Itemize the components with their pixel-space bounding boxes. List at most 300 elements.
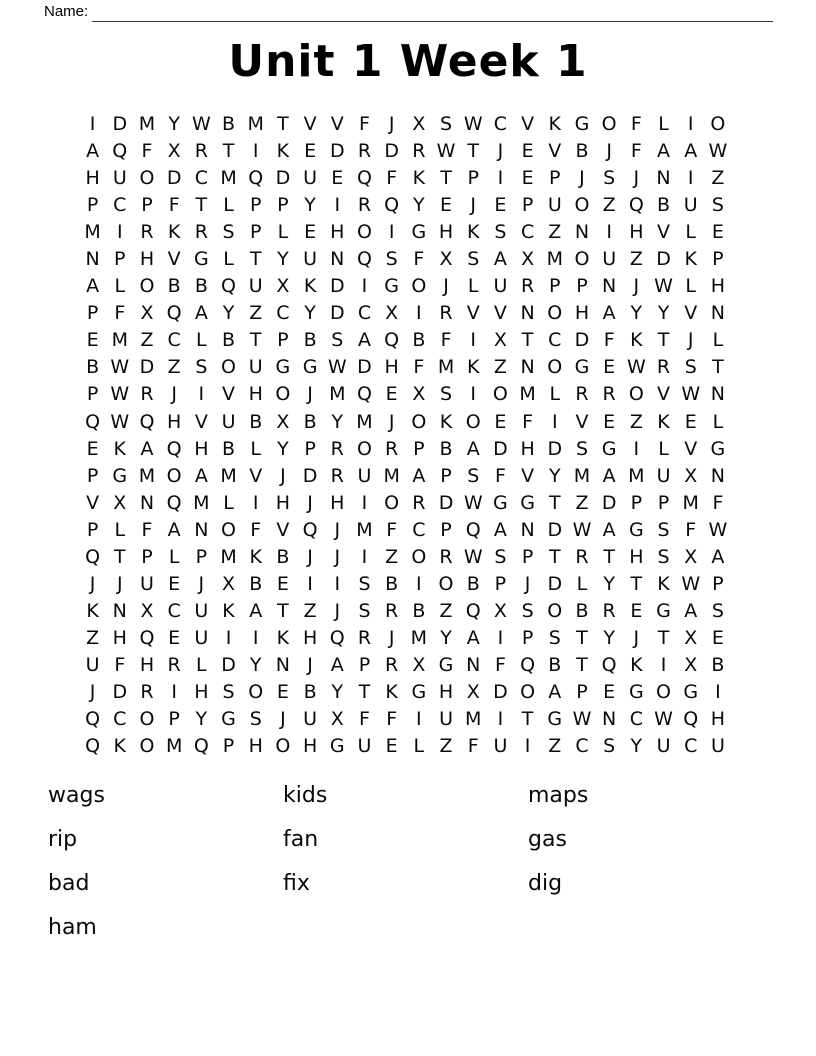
grid-cell-r5c5: R bbox=[194, 221, 208, 244]
grid-cell-r18c11: S bbox=[358, 572, 371, 595]
grid-cell-r6c13: F bbox=[413, 248, 425, 271]
grid-cell-r3c4: D bbox=[166, 167, 182, 190]
grid-cell-r20c5: U bbox=[194, 626, 209, 649]
grid-cell-r20c19: T bbox=[576, 626, 588, 649]
grid-cell-r11c10: M bbox=[329, 383, 346, 406]
grid-cell-r24c3: O bbox=[139, 735, 155, 758]
grid-cell-r24c8: O bbox=[275, 735, 291, 758]
grid-cell-r20c4: E bbox=[168, 626, 181, 649]
grid-cell-r19c24: S bbox=[711, 599, 724, 622]
grid-cell-r9c6: B bbox=[222, 329, 236, 352]
grid-cell-r1c1: I bbox=[89, 113, 96, 136]
grid-cell-r13c2: K bbox=[113, 437, 127, 460]
grid-cell-r15c22: P bbox=[657, 491, 670, 514]
grid-cell-r18c6: X bbox=[222, 572, 236, 595]
grid-cell-r8c7: Z bbox=[249, 302, 263, 325]
grid-cell-r16c23: F bbox=[685, 518, 697, 541]
grid-cell-r15c18: T bbox=[548, 491, 561, 514]
grid-cell-r14c6: M bbox=[220, 464, 237, 487]
grid-cell-r16c11: M bbox=[356, 518, 373, 541]
grid-cell-r3c5: C bbox=[194, 167, 208, 190]
grid-cell-r23c18: G bbox=[547, 708, 563, 731]
grid-cell-r13c7: L bbox=[250, 437, 262, 460]
grid-cell-r1c20: O bbox=[601, 113, 617, 136]
grid-cell-r8c14: R bbox=[439, 302, 453, 325]
grid-cell-r14c17: V bbox=[521, 464, 535, 487]
grid-cell-r4c11: R bbox=[357, 194, 372, 217]
grid-cell-r2c24: W bbox=[708, 140, 728, 163]
grid-cell-r21c5: L bbox=[196, 653, 207, 676]
word-item-dig: dig bbox=[528, 871, 563, 896]
grid-cell-r24c9: H bbox=[302, 735, 318, 758]
grid-cell-r18c10: I bbox=[334, 572, 341, 595]
grid-cell-r23c17: T bbox=[521, 708, 534, 731]
grid-cell-r17c18: T bbox=[548, 545, 561, 568]
grid-cell-r9c13: B bbox=[412, 329, 426, 352]
grid-cell-r14c5: A bbox=[194, 464, 208, 487]
grid-cell-r23c12: F bbox=[386, 708, 398, 731]
word-list bbox=[48, 774, 728, 950]
grid-cell-r11c22: V bbox=[657, 383, 671, 406]
grid-cell-r11c15: I bbox=[470, 383, 477, 406]
grid-cell-r6c18: M bbox=[546, 248, 563, 271]
grid-cell-r9c20: F bbox=[603, 329, 615, 352]
grid-cell-r1c24: O bbox=[710, 113, 726, 136]
grid-cell-r14c11: U bbox=[357, 464, 372, 487]
grid-cell-r20c6: I bbox=[225, 626, 232, 649]
grid-cell-r2c14: W bbox=[436, 140, 456, 163]
grid-cell-r15c2: X bbox=[113, 491, 127, 514]
grid-cell-r14c23: X bbox=[684, 464, 698, 487]
grid-cell-r2c1: A bbox=[86, 140, 100, 163]
grid-cell-r8c20: A bbox=[602, 302, 616, 325]
grid-cell-r10c6: O bbox=[221, 356, 237, 379]
grid-cell-r4c10: I bbox=[334, 194, 341, 217]
grid-cell-r17c4: L bbox=[168, 545, 180, 568]
grid-cell-r22c17: O bbox=[520, 681, 536, 703]
grid-cell-r8c8: C bbox=[276, 302, 290, 325]
grid-cell-r23c16: I bbox=[497, 708, 504, 731]
grid-cell-r7c3: O bbox=[139, 275, 155, 298]
grid-cell-r12c24: L bbox=[712, 410, 724, 433]
grid-cell-r13c19: S bbox=[575, 437, 588, 460]
grid-cell-r20c11: R bbox=[357, 626, 372, 649]
grid-cell-r19c8: T bbox=[277, 599, 289, 622]
grid-cell-r8c5: A bbox=[194, 302, 208, 325]
grid-cell-r24c20: S bbox=[603, 735, 616, 758]
grid-cell-r17c24: A bbox=[711, 545, 725, 568]
grid-cell-r4c5: T bbox=[195, 194, 208, 217]
grid-cell-r22c3: R bbox=[140, 681, 154, 703]
grid-cell-r18c24: P bbox=[712, 572, 724, 595]
grid-cell-r23c11: F bbox=[359, 708, 370, 731]
grid-cell-r3c14: T bbox=[440, 167, 452, 190]
grid-cell-r11c13: X bbox=[412, 383, 426, 406]
grid-cell-r4c18: U bbox=[547, 194, 562, 217]
grid-cell-r15c14: D bbox=[438, 491, 454, 514]
grid-cell-r5c17: C bbox=[520, 221, 535, 244]
grid-cell-r7c15: L bbox=[467, 275, 479, 298]
grid-cell-r2c19: B bbox=[575, 140, 589, 163]
grid-cell-r6c2: P bbox=[114, 248, 126, 271]
grid-cell-r19c3: X bbox=[140, 599, 154, 622]
grid-cell-r22c24: I bbox=[715, 681, 721, 703]
grid-cell-r17c22: S bbox=[657, 545, 670, 568]
grid-cell-r9c14: F bbox=[440, 329, 452, 352]
grid-cell-r10c7: U bbox=[248, 356, 263, 379]
grid-cell-r21c4: R bbox=[167, 653, 181, 676]
grid-cell-r4c4: F bbox=[168, 194, 180, 217]
grid-cell-r9c18: C bbox=[548, 329, 562, 352]
grid-cell-r18c5: J bbox=[198, 572, 205, 595]
grid-cell-r15c4: Q bbox=[166, 491, 182, 514]
grid-cell-r2c23: A bbox=[684, 140, 698, 163]
grid-cell-r4c1: P bbox=[86, 194, 99, 217]
grid-cell-r9c7: T bbox=[249, 329, 262, 352]
grid-cell-r18c14: O bbox=[438, 572, 454, 595]
grid-cell-r7c9: K bbox=[303, 275, 317, 298]
grid-cell-r5c15: K bbox=[466, 221, 480, 244]
grid-cell-r5c10: H bbox=[330, 221, 345, 244]
grid-cell-r21c2: F bbox=[114, 653, 126, 676]
grid-cell-r17c12: Z bbox=[385, 545, 399, 568]
grid-cell-r23c9: U bbox=[303, 708, 318, 731]
grid-cell-r22c11: T bbox=[358, 681, 371, 703]
grid-cell-r14c24: N bbox=[710, 464, 726, 487]
grid-cell-r2c9: E bbox=[304, 140, 317, 163]
grid-cell-r15c16: G bbox=[493, 491, 508, 514]
grid-cell-r19c15: Q bbox=[465, 599, 481, 622]
grid-cell-r20c9: H bbox=[302, 626, 318, 649]
grid-cell-r3c12: F bbox=[386, 167, 398, 190]
grid-cell-r10c20: E bbox=[603, 356, 616, 379]
grid-cell-r6c16: A bbox=[493, 248, 507, 271]
grid-cell-r5c2: I bbox=[116, 221, 123, 244]
grid-cell-r7c20: N bbox=[602, 275, 617, 298]
grid-cell-r3c8: D bbox=[275, 167, 291, 190]
grid-cell-r6c17: X bbox=[521, 248, 535, 271]
grid-cell-r13c3: A bbox=[140, 437, 154, 460]
grid-cell-r6c21: Z bbox=[629, 248, 643, 271]
grid-cell-r19c11: S bbox=[358, 599, 371, 622]
grid-cell-r4c20: Z bbox=[602, 194, 616, 217]
grid-cell-r22c15: X bbox=[466, 681, 480, 703]
grid-cell-r23c23: Q bbox=[683, 708, 699, 731]
grid-cell-r18c4: E bbox=[168, 572, 181, 595]
grid-cell-r13c23: V bbox=[684, 437, 698, 460]
grid-cell-r2c4: X bbox=[167, 140, 181, 163]
grid-cell-r15c19: Z bbox=[575, 491, 589, 514]
puzzle-title: Unit 1 Week 1 bbox=[228, 36, 588, 87]
grid-cell-r10c17: N bbox=[520, 356, 535, 379]
grid-cell-r4c15: J bbox=[470, 194, 477, 217]
grid-cell-r9c5: L bbox=[196, 329, 207, 352]
grid-cell-r23c22: W bbox=[654, 708, 673, 731]
grid-cell-r3c17: E bbox=[521, 167, 534, 190]
grid-cell-r22c18: A bbox=[548, 681, 562, 703]
grid-cell-r17c8: B bbox=[276, 545, 290, 568]
grid-cell-r12c2: W bbox=[110, 410, 130, 433]
grid-cell-r6c4: V bbox=[167, 248, 181, 271]
grid-cell-r23c3: O bbox=[139, 708, 155, 731]
grid-cell-r2c20: J bbox=[606, 140, 612, 163]
grid-cell-r21c7: Y bbox=[249, 653, 262, 676]
grid-cell-r24c15: F bbox=[467, 735, 479, 758]
grid-cell-r11c5: I bbox=[198, 383, 205, 406]
grid-cell-r24c18: Z bbox=[548, 735, 562, 758]
word-item-bad: bad bbox=[48, 871, 90, 896]
grid-cell-r21c11: P bbox=[358, 653, 371, 676]
grid-cell-r5c22: V bbox=[657, 221, 671, 244]
grid-cell-r23c5: Y bbox=[195, 708, 208, 731]
grid-cell-r12c11: M bbox=[356, 410, 373, 433]
grid-cell-r12c14: K bbox=[439, 410, 453, 433]
grid-cell-r4c17: P bbox=[521, 194, 534, 217]
grid-cell-r8c2: F bbox=[114, 302, 126, 325]
grid-cell-r2c12: D bbox=[384, 140, 399, 163]
grid-cell-r11c21: O bbox=[628, 383, 644, 406]
grid-cell-r6c10: N bbox=[330, 248, 345, 271]
grid-cell-r21c17: Q bbox=[520, 653, 536, 676]
grid-cell-r9c12: Q bbox=[384, 329, 400, 352]
letter-grid bbox=[79, 111, 732, 760]
grid-cell-r6c12: S bbox=[385, 248, 398, 271]
grid-cell-r24c12: E bbox=[385, 735, 398, 758]
grid-cell-r14c2: G bbox=[112, 464, 128, 487]
grid-cell-r3c21: J bbox=[633, 167, 640, 190]
grid-cell-r14c1: P bbox=[86, 464, 99, 487]
grid-cell-r13c21: I bbox=[633, 437, 640, 460]
grid-cell-r19c14: Z bbox=[439, 599, 453, 622]
grid-cell-r19c7: A bbox=[249, 599, 263, 622]
grid-cell-r4c13: Y bbox=[413, 194, 425, 217]
grid-cell-r3c6: M bbox=[220, 167, 237, 190]
grid-cell-r11c24: N bbox=[710, 383, 726, 406]
grid-cell-r23c21: C bbox=[629, 708, 643, 731]
grid-cell-r6c23: K bbox=[684, 248, 697, 271]
grid-cell-r17c17: P bbox=[521, 545, 534, 568]
grid-cell-r7c11: I bbox=[361, 275, 368, 298]
grid-cell-r21c15: N bbox=[466, 653, 481, 676]
grid-cell-r19c5: U bbox=[194, 599, 209, 622]
grid-cell-r17c23: X bbox=[684, 545, 698, 568]
grid-cell-r7c8: X bbox=[276, 275, 290, 298]
grid-cell-r5c11: O bbox=[356, 221, 372, 244]
grid-cell-r12c22: K bbox=[657, 410, 670, 433]
grid-cell-r11c19: R bbox=[575, 383, 589, 406]
grid-cell-r3c15: P bbox=[467, 167, 479, 190]
grid-cell-r11c12: E bbox=[385, 383, 398, 406]
grid-cell-r18c22: K bbox=[657, 572, 670, 595]
word-item-rip: rip bbox=[48, 827, 78, 852]
grid-cell-r16c14: P bbox=[440, 518, 452, 541]
grid-cell-r21c20: Q bbox=[601, 653, 617, 676]
grid-cell-r20c1: Z bbox=[86, 626, 100, 649]
grid-cell-r12c9: B bbox=[303, 410, 317, 433]
grid-cell-r24c16: U bbox=[493, 735, 508, 758]
grid-cell-r10c10: W bbox=[327, 356, 347, 379]
grid-cell-r14c15: S bbox=[467, 464, 480, 487]
grid-cell-r15c9: J bbox=[307, 491, 313, 514]
grid-cell-r4c24: S bbox=[711, 194, 724, 217]
grid-cell-r1c7: M bbox=[247, 113, 264, 136]
grid-cell-r23c13: I bbox=[416, 708, 422, 731]
grid-cell-r23c1: Q bbox=[85, 708, 101, 731]
grid-cell-r11c3: R bbox=[140, 383, 154, 406]
grid-cell-r14c3: M bbox=[138, 464, 156, 487]
grid-cell-r5c19: N bbox=[574, 221, 590, 244]
grid-cell-r20c12: J bbox=[388, 626, 395, 649]
grid-cell-r22c19: P bbox=[576, 681, 588, 703]
grid-cell-r6c24: P bbox=[712, 248, 724, 271]
grid-cell-r5c23: L bbox=[685, 221, 697, 244]
grid-cell-r9c19: D bbox=[574, 329, 590, 352]
grid-cell-r21c3: H bbox=[139, 653, 155, 676]
grid-cell-r20c23: X bbox=[684, 626, 698, 649]
grid-cell-r14c22: U bbox=[656, 464, 671, 487]
grid-cell-r19c19: B bbox=[575, 599, 589, 622]
grid-cell-r10c1: B bbox=[86, 356, 100, 379]
grid-cell-r23c24: H bbox=[710, 708, 726, 731]
grid-cell-r9c9: B bbox=[303, 329, 317, 352]
grid-cell-r24c21: Y bbox=[630, 735, 643, 758]
grid-cell-r3c20: S bbox=[603, 167, 616, 190]
word-item-ham: ham bbox=[48, 915, 97, 940]
grid-cell-r8c16: V bbox=[493, 302, 507, 325]
grid-cell-r19c21: E bbox=[630, 599, 643, 622]
grid-cell-r22c14: H bbox=[438, 681, 454, 703]
grid-cell-r18c21: T bbox=[630, 572, 643, 595]
grid-cell-r16c15: Q bbox=[465, 518, 481, 541]
grid-cell-r19c10: J bbox=[334, 599, 341, 622]
name-blank-line bbox=[92, 2, 773, 22]
grid-cell-r13c4: Q bbox=[166, 437, 182, 460]
grid-cell-r17c2: T bbox=[113, 545, 126, 568]
grid-cell-r3c11: Q bbox=[356, 167, 372, 190]
grid-cell-r3c23: I bbox=[687, 167, 694, 190]
grid-cell-r19c18: O bbox=[547, 599, 563, 622]
grid-cell-r15c3: N bbox=[139, 491, 155, 514]
grid-cell-r10c16: Z bbox=[493, 356, 507, 379]
grid-cell-r15c8: H bbox=[275, 491, 291, 514]
grid-cell-r24c1: Q bbox=[85, 735, 101, 758]
grid-cell-r13c16: D bbox=[493, 437, 508, 460]
grid-cell-r4c22: B bbox=[657, 194, 671, 217]
grid-cell-r21c6: D bbox=[221, 653, 236, 676]
grid-cell-r24c24: U bbox=[710, 735, 725, 758]
grid-cell-r3c22: N bbox=[656, 167, 671, 190]
grid-cell-r6c7: T bbox=[249, 248, 262, 271]
grid-cell-r11c8: O bbox=[275, 383, 291, 406]
grid-cell-r19c20: R bbox=[602, 599, 616, 622]
grid-cell-r13c20: G bbox=[601, 437, 617, 460]
grid-cell-r8c12: X bbox=[385, 302, 399, 325]
grid-cell-r4c2: C bbox=[113, 194, 127, 217]
grid-cell-r4c14: E bbox=[440, 194, 453, 217]
grid-cell-r15c5: M bbox=[193, 491, 210, 514]
grid-cell-r1c23: I bbox=[687, 113, 694, 136]
grid-cell-r9c21: K bbox=[630, 329, 643, 352]
grid-cell-r5c7: P bbox=[249, 221, 262, 244]
word-item-gas: gas bbox=[528, 827, 567, 852]
grid-cell-r3c18: P bbox=[549, 167, 561, 190]
grid-cell-r4c16: E bbox=[494, 194, 507, 217]
grid-cell-r11c23: W bbox=[681, 383, 701, 406]
grid-cell-r17c13: O bbox=[411, 545, 427, 568]
grid-cell-r17c15: W bbox=[463, 545, 483, 568]
grid-cell-r22c8: E bbox=[276, 681, 289, 703]
grid-cell-r19c17: S bbox=[521, 599, 534, 622]
grid-cell-r5c12: I bbox=[388, 221, 395, 244]
grid-cell-r1c19: G bbox=[574, 113, 590, 136]
name-row bbox=[44, 2, 774, 24]
grid-cell-r16c2: L bbox=[114, 518, 126, 541]
grid-cell-r4c23: U bbox=[683, 194, 698, 217]
grid-cell-r23c20: N bbox=[602, 708, 617, 731]
grid-cell-r17c21: H bbox=[629, 545, 644, 568]
grid-cell-r20c21: J bbox=[633, 626, 640, 649]
grid-cell-r7c23: L bbox=[685, 275, 697, 298]
grid-cell-r11c6: V bbox=[222, 383, 236, 406]
grid-cell-r8c6: Y bbox=[222, 302, 235, 325]
grid-cell-r2c18: V bbox=[548, 140, 562, 163]
grid-cell-r7c13: O bbox=[411, 275, 427, 298]
grid-cell-r11c16: O bbox=[492, 383, 508, 406]
grid-cell-r21c8: N bbox=[275, 653, 291, 676]
grid-cell-r21c9: J bbox=[307, 653, 313, 676]
grid-cell-r12c6: U bbox=[221, 410, 236, 433]
grid-cell-r24c4: M bbox=[165, 735, 183, 758]
grid-cell-r11c14: S bbox=[440, 383, 453, 406]
grid-cell-r18c17: J bbox=[524, 572, 531, 595]
grid-cell-r22c10: Y bbox=[331, 681, 344, 703]
grid-cell-r3c2: U bbox=[112, 167, 127, 190]
grid-cell-r23c19: W bbox=[572, 708, 592, 731]
grid-cell-r7c19: P bbox=[576, 275, 588, 298]
grid-cell-r13c9: P bbox=[304, 437, 316, 460]
grid-cell-r13c15: A bbox=[466, 437, 480, 460]
grid-cell-r19c4: C bbox=[167, 599, 181, 622]
grid-cell-r21c21: K bbox=[630, 653, 643, 676]
grid-cell-r10c9: G bbox=[302, 356, 318, 379]
grid-cell-r5c8: L bbox=[277, 221, 289, 244]
grid-cell-r16c7: F bbox=[250, 518, 262, 541]
grid-cell-r9c3: Z bbox=[140, 329, 154, 352]
grid-cell-r24c2: K bbox=[113, 735, 127, 758]
grid-cell-r22c20: E bbox=[603, 681, 616, 703]
grid-cell-r8c15: V bbox=[466, 302, 480, 325]
grid-cell-r19c2: N bbox=[112, 599, 127, 622]
grid-cell-r16c3: F bbox=[141, 518, 153, 541]
grid-cell-r13c13: P bbox=[413, 437, 425, 460]
grid-cell-r14c13: A bbox=[412, 464, 426, 487]
grid-cell-r18c13: I bbox=[416, 572, 422, 595]
grid-cell-r21c19: T bbox=[576, 653, 588, 676]
grid-cell-r9c16: X bbox=[493, 329, 507, 352]
grid-cell-r10c2: W bbox=[110, 356, 130, 379]
grid-cell-r5c9: E bbox=[304, 221, 317, 244]
grid-cell-r14c21: M bbox=[628, 464, 645, 487]
grid-cell-r19c1: K bbox=[86, 599, 99, 622]
grid-cell-r8c4: Q bbox=[166, 302, 182, 325]
grid-cell-r9c11: A bbox=[357, 329, 371, 352]
grid-cell-r7c22: W bbox=[654, 275, 673, 298]
grid-cell-r6c5: G bbox=[193, 248, 209, 271]
grid-cell-r21c24: B bbox=[711, 653, 725, 676]
grid-cell-r10c14: M bbox=[437, 356, 455, 379]
grid-cell-r8c21: Y bbox=[630, 302, 643, 325]
grid-cell-r21c16: F bbox=[494, 653, 506, 676]
